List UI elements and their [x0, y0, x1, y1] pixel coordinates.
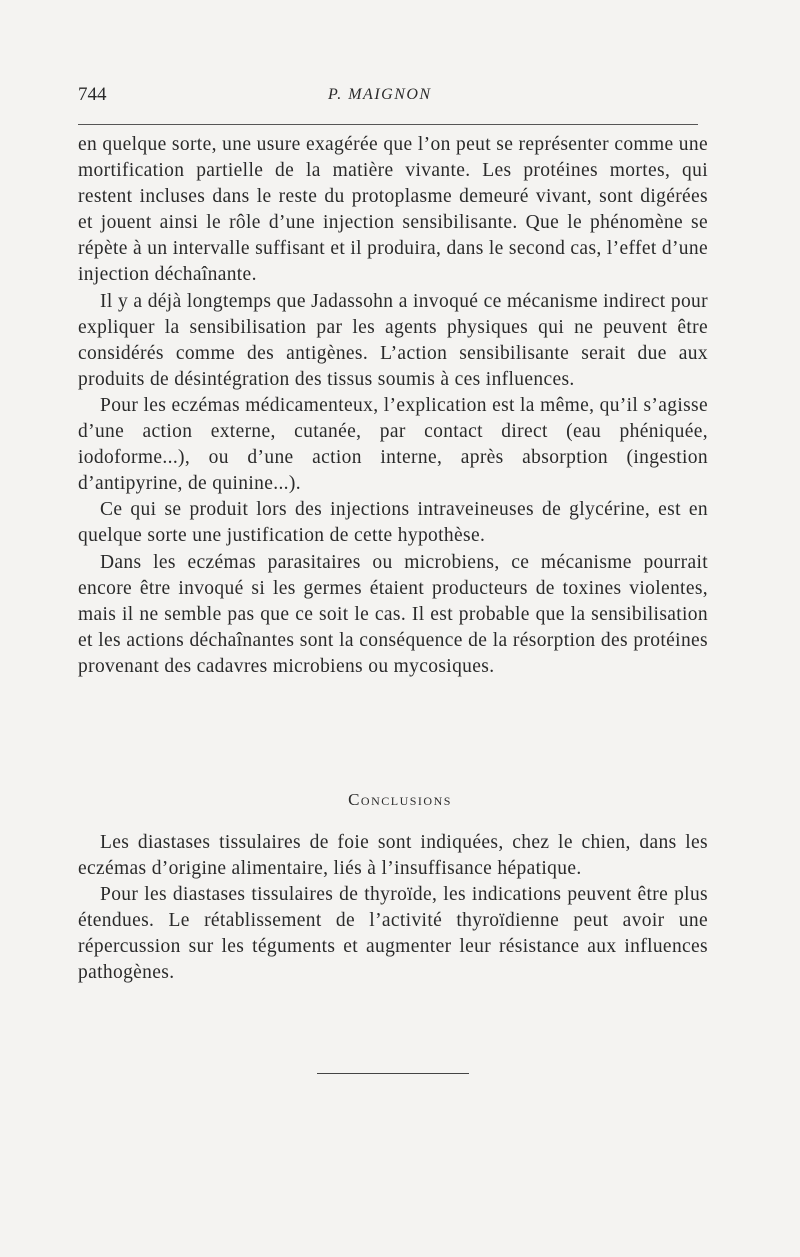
paragraph: en quelque sorte, une usure exagérée que l’on peut se représenter comme une mortification partielle de la matière vivante. Les protéines mortes, qui restent incluses dans le reste du protoplasme demeuré vivant, sont digérées et jouent ainsi le rôle d’une injection sensibilisante. Que le phénomène se répète à un intervalle suffisant et il produira, dans le second cas, l’effet d’une injection déchaînante.: [78, 134, 708, 286]
paragraph: Il y a déjà longtemps que Jadassohn a invoqué ce mécanisme indirect pour expliquer la sensibilisation par les agents physiques qui ne peuvent être considérés comme des antigènes. L’action sensibilisante serait due aux produits de désintégration des tissus soumis à ces influences.: [78, 290, 708, 390]
paragraph: Dans les eczémas parasitaires ou microbiens, ce mécanisme pourrait encore être invoqué si les germes étaient producteurs de toxines violentes, mais il ne semble pas que ce soit le cas. Il est probable que la sensibilisation et les actions déchaînantes sont la conséquence de la résorption des protéines provenant des cadavres microbiens ou mycosiques.: [78, 551, 708, 677]
conclusions-text: [78, 830, 708, 987]
end-rule: [317, 1073, 469, 1074]
paragraph: Ce qui se produit lors des injections intraveineuses de glycérine, est en quelque sorte une justification de cette hypothèse.: [78, 499, 708, 547]
paragraph: Les diastases tissulaires de foie sont indiquées, chez le chien, dans les eczémas d’origine alimentaire, liés à l’insuffisance hépatique.: [78, 832, 708, 880]
paragraph: Pour les diastases tissulaires de thyroïde, les indications peuvent être plus étendues. Le rétablissement de l’activité thyroïdienne peut avoir une répercussion sur les téguments et augmenter leur résistance aux influences pathogènes.: [78, 884, 708, 984]
header-rule: [78, 124, 698, 125]
paragraph: Pour les eczémas médicamenteux, l’explication est la même, qu’il s’agisse d’une action externe, cutanée, par contact direct (eau phéniquée, iodoforme...), ou d’une action interne, après absorption (ingestion d’antipyrine, de quinine...).: [78, 394, 708, 495]
section-heading-conclusions: Conclusions: [348, 790, 452, 809]
running-head: [78, 84, 698, 112]
running-title: P. MAIGNON: [328, 86, 432, 103]
main-text: [78, 132, 708, 680]
page-number: 744: [78, 84, 107, 105]
